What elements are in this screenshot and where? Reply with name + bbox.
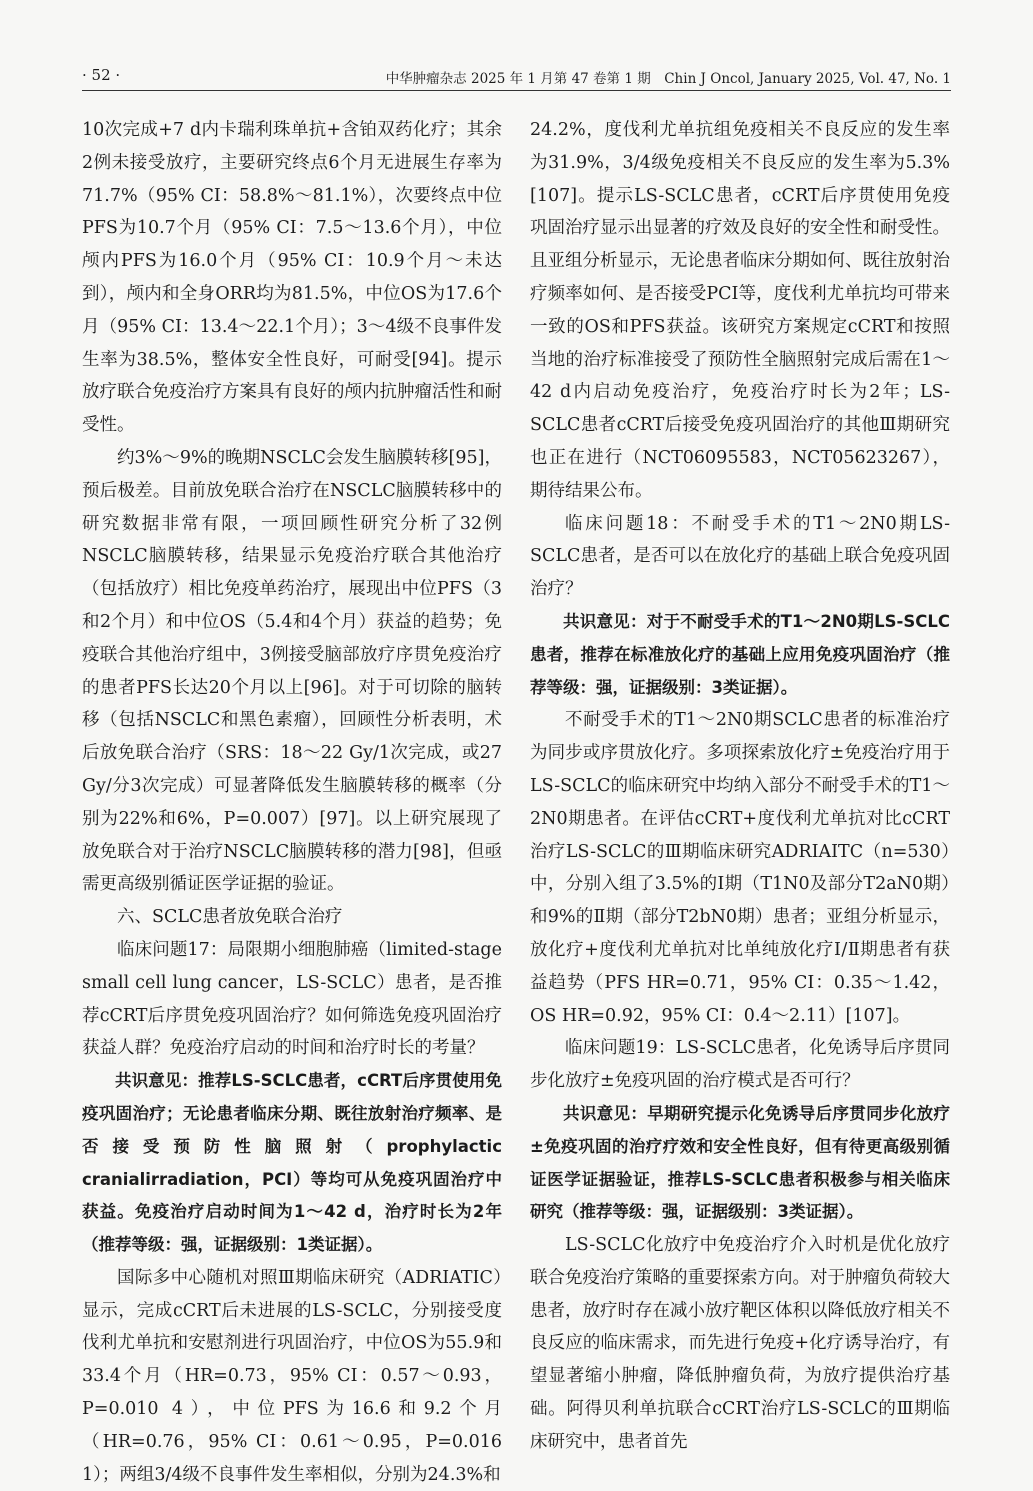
paragraph-timing: LS-SCLC化放疗中免疫治疗介入时机是优化放疗联合免疫治疗策略的重要探索方向。对于肿瘤负荷较大患者，放疗时存在减小放疗靶区体积以降低放疗相关不良反应的临床需求，而先进行免疫+化疗诱导治疗，有望显著缩小肿瘤，降低肿瘤负荷，为放疗提供治疗基础。阿得贝利单抗联合cCRT治疗LS-SCLC的Ⅲ期临床研究中，患者首先 <box>530 1235 950 1452</box>
left-column <box>82 114 502 1491</box>
journal-citation: 中华肿瘤杂志 2025 年 1 月第 47 卷第 1 期 Chin J Oncol, January 2025, Vol. 47, No. 1 <box>385 71 951 87</box>
clinical-question-19: 临床问题19：LS-SCLC患者，化免诱导后序贯同步化放疗±免疫巩固的治疗模式是否可行？ <box>530 1038 950 1092</box>
paragraph-t1-2n0: 不耐受手术的T1～2N0期SCLC患者的标准治疗为同步或序贯放化疗。多项探索放化疗±免疫治疗用于LS-SCLC的临床研究中均纳入部分不耐受手术的T1～2N0期患者。在评估cCRT+度伐利尤单抗对比cCRT治疗LS-SCLC的Ⅲ期临床研究ADRIAITC（n=530）中，分别入组了3.5%的Ⅰ期（T1N0及部分T2aN0期）和9%的Ⅱ期（部分T2bN0期）患者；亚组分析显示，放化疗+度伐利尤单抗对比单纯放化疗Ⅰ/Ⅱ期患者有获益趋势（PFS HR=0.71，95% CI：0.35～1.42，OS HR=0.92，95% CI：0.4～2.11）[107]。 <box>530 710 950 1026</box>
clinical-question-17: 临床问题17：局限期小细胞肺癌（limited-stage small cell lung cancer，LS-SCLC）患者，是否推荐cCRT后序贯免疫巩固治疗？如何筛选免疫巩固治疗获益人群？免疫治疗启动的时间和治疗时长的考量？ <box>82 939 502 1059</box>
clinical-question-18: 临床问题18：不耐受手术的T1～2N0期LS-SCLC患者，是否可以在放化疗的基础上联合免疫巩固治疗？ <box>530 513 950 600</box>
consensus-opinion-18: 共识意见：对于不耐受手术的T1～2N0期LS-SCLC患者，推荐在标准放化疗的基础上应用免疫巩固治疗（推荐等级：强，证据级别：3类证据）。 <box>530 611 950 697</box>
consensus-opinion-19: 共识意见：早期研究提示化免诱导后序贯同步化放疗±免疫巩固的治疗疗效和安全性良好，但有待更高级别循证医学证据验证，推荐LS-SCLC患者积极参与相关临床研究（推荐等级：强，证据级别：3类证据）。 <box>530 1103 950 1222</box>
consensus-opinion-17: 共识意见：推荐LS-SCLC患者，cCRT后序贯使用免疫巩固治疗；无论患者临床分期、既往放射治疗频率、是否接受预防性脑照射（prophylactic cranialirradiation，PCI）等均可从免疫巩固治疗中获益。免疫治疗启动时间为1～42 d，治疗时长为2年（推荐等级：强，证据级别：1类证据）。 <box>82 1071 502 1255</box>
running-header <box>82 62 951 91</box>
section-heading-sclc: 六、SCLC患者放免联合治疗 <box>117 907 343 928</box>
page-number: · 52 · <box>82 66 121 84</box>
paragraph-continued: 10次完成+7 d内卡瑞利珠单抗+含铂双药化疗；其余2例未接受放疗，主要研究终点6个月无进展生存率为71.7%（95% CI：58.8%～81.1%），次要终点中位PFS为10.7个月（95% CI：7.5～13.6个月），中位颅内PFS为16.0个月（95% CI：10.9个月～未达到），颅内和全身ORR均为81.5%，中位OS为17.6个月（95% CI：13.4～22.1个月）；3～4级不良事件发生率为38.5%，整体安全性良好，可耐受[94]。提示放疗联合免疫治疗方案具有良好的颅内抗肿瘤活性和耐受性。 <box>82 120 502 436</box>
paragraph-meningeal-metastasis: 约3%～9%的晚期NSCLC会发生脑膜转移[95]，预后极差。目前放免联合治疗在NSCLC脑膜转移中的研究数据非常有限，一项回顾性研究分析了32例NSCLC脑膜转移，结果显示免疫治疗联合其他治疗（包括放疗）相比免疫单药治疗，展现出中位PFS（3和2个月）和中位OS（5.4和4个月）获益的趋势；免疫联合其他治疗组中，3例接受脑部放疗序贯免疫治疗的患者PFS长达20个月以上[96]。对于可切除的脑转移（包括NSCLC和黑色素瘤），回顾性分析表明，术后放免联合治疗（SRS：18～22 Gy/1次完成，或27 Gy/分3次完成）可显著降低发生脑膜转移的概率（分别为22%和6%，P=0.007）[97]。以上研究展现了放免联合对于治疗NSCLC脑膜转移的潜力[98]，但亟需更高级别循证医学证据的验证。 <box>82 447 502 895</box>
right-column <box>530 114 950 1459</box>
paragraph-adriatic: 国际多中心随机对照Ⅲ期临床研究（ADRIATIC）显示，完成cCRT后未进展的LS-SCLC，分别接受度伐利尤单抗和安慰剂进行巩固治疗，中位OS为55.9和33.4个月（HR=0.73，95% CI：0.57～0.93，P=0.010 4），中位PFS为16.6和9.2个月（HR=0.76，95% CI：0.61～0.95，P=0.016 1）；两组3/4级不良事件发生率相似，分别为24.3%和 <box>82 1267 502 1485</box>
paragraph-adriatic-continued: 24.2%，度伐利尤单抗组免疫相关不良反应的发生率为31.9%，3/4级免疫相关不良反应的发生率为5.3%[107]。提示LS-SCLC患者，cCRT后序贯使用免疫巩固治疗显示出显著的疗效及良好的安全性和耐受性。且亚组分析显示，无论患者临床分期如何、既往放射治疗频率如何、是否接受PCI等，度伐利尤单抗均可带来一致的OS和PFS获益。该研究方案规定cCRT和按照当地的治疗标准接受了预防性全脑照射完成后需在1～42 d内启动免疫治疗，免疫治疗时长为2年；LS-SCLC患者cCRT后接受免疫巩固治疗的其他Ⅲ期研究也正在进行（NCT06095583，NCT05623267），期待结果公布。 <box>530 120 950 501</box>
